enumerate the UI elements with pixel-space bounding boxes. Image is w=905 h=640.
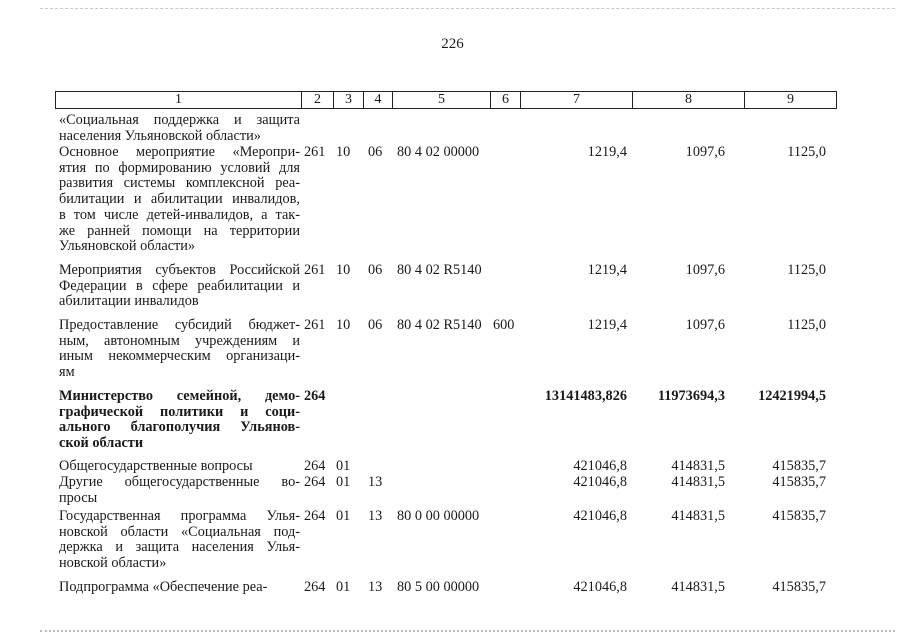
cell-col-9: 1125,0: [787, 144, 826, 160]
row-name-line: Подпрограмма «Обеспечение реа-: [59, 579, 268, 595]
row-name-cell: [59, 475, 300, 506]
row-name-line: населения Ульяновской области»: [59, 127, 261, 144]
cell-col-2: 261: [304, 144, 326, 160]
header-col-5: 5: [392, 92, 490, 108]
cell-col-3: 10: [336, 262, 351, 278]
cell-col-8: 1097,6: [685, 262, 725, 278]
row-name-line: «Социальная поддержка и защита: [59, 112, 300, 128]
cell-col-7: 421046,8: [573, 579, 627, 595]
cell-col-7: 1219,4: [587, 144, 627, 160]
row-name-line: Общегосударственные вопросы: [59, 458, 253, 474]
cell-col-7: 1219,4: [587, 317, 627, 333]
row-name-line: ской области: [59, 435, 144, 452]
cell-col-5: 80 4 02 R5140: [397, 262, 482, 278]
cell-col-3: 10: [336, 317, 351, 333]
cell-col-3: 01: [336, 458, 351, 474]
row-name-line: иным некоммерческим организаци-: [59, 348, 300, 365]
cell-col-4: 13: [368, 508, 383, 524]
cell-col-9: 1125,0: [787, 262, 826, 278]
cell-col-8: 11973694,3: [657, 388, 725, 404]
scan-edge-top: [40, 8, 895, 9]
row-name-line: Предоставление субсидий бюджет-: [59, 317, 300, 333]
cell-col-3: 01: [336, 508, 351, 524]
row-name-line: в том числе детей-инвалидов, а так-: [59, 206, 300, 223]
row-name-cell: [59, 580, 300, 596]
cell-col-3: 01: [336, 474, 351, 490]
cell-col-4: 06: [368, 144, 383, 160]
row-name-line: Другие общегосударственные во-: [59, 474, 300, 490]
cell-col-2: 261: [304, 262, 326, 278]
cell-col-5: 80 0 00 00000: [397, 508, 480, 524]
cell-col-8: 414831,5: [671, 474, 725, 490]
row-name-line: же ранней помощи на территории: [59, 222, 300, 239]
cell-col-8: 414831,5: [671, 579, 725, 595]
row-name-line: Основное мероприятие «Меропри-: [59, 144, 300, 160]
row-name-line: ального благополучия Ульянов-: [59, 419, 300, 436]
header-col-4: 4: [363, 92, 392, 108]
table-header: [55, 91, 837, 109]
cell-col-9: 415835,7: [772, 474, 826, 490]
row-name-line: новской области «Социальная под-: [59, 523, 300, 540]
row-name-cell: [59, 263, 300, 310]
header-col-9: 9: [744, 92, 836, 108]
cell-col-7: 421046,8: [573, 458, 627, 474]
cell-col-4: 06: [368, 317, 383, 333]
cell-col-9: 1125,0: [787, 317, 826, 333]
page-number: 226: [441, 36, 464, 52]
cell-col-9: 415835,7: [772, 579, 826, 595]
row-name-line: новской области»: [59, 555, 167, 572]
cell-col-7: 13141483,826: [544, 388, 627, 404]
cell-col-2: 264: [304, 458, 326, 474]
row-name-line: ным, автономным учреждениям и: [59, 332, 300, 349]
row-name-line: ятия по формированию условий для: [59, 159, 300, 176]
row-name-cell: [59, 389, 300, 452]
row-name-cell: [59, 145, 300, 255]
cell-col-2: 264: [304, 474, 326, 490]
cell-col-6: 600: [493, 317, 515, 333]
header-col-7: 7: [520, 92, 632, 108]
cell-col-2: 264: [304, 579, 326, 595]
cell-col-8: 414831,5: [671, 458, 725, 474]
row-name-line: абилитации инвалидов: [59, 293, 199, 310]
row-name-line: ям: [59, 364, 75, 381]
row-name-line: Ульяновской области»: [59, 238, 196, 255]
row-name-line: держка и защита населения Улья-: [59, 539, 300, 556]
cell-col-9: 415835,7: [772, 458, 826, 474]
cell-col-5: 80 4 02 00000: [397, 144, 480, 160]
row-name-cell: [59, 113, 300, 144]
cell-col-7: 1219,4: [587, 262, 627, 278]
cell-col-2: 261: [304, 317, 326, 333]
header-col-2: 2: [301, 92, 333, 108]
cell-col-8: 414831,5: [671, 508, 725, 524]
row-name-line: Мероприятия субъектов Российской: [59, 262, 300, 278]
header-col-1: 1: [175, 92, 182, 107]
scan-edge-bottom: [40, 630, 895, 632]
cell-col-3: 10: [336, 144, 351, 160]
header-col-3: 3: [333, 92, 363, 108]
row-name-line: графической политики и соци-: [59, 403, 300, 420]
header-col-6: 6: [490, 92, 520, 108]
cell-col-9: 12421994,5: [758, 388, 826, 404]
row-name-cell: [59, 318, 300, 381]
cell-col-7: 421046,8: [573, 474, 627, 490]
cell-col-4: 13: [368, 579, 383, 595]
row-name-line: просы: [59, 489, 98, 506]
row-name-line: Федерации в сфере реабилитации и: [59, 277, 300, 294]
cell-col-2: 264: [304, 388, 326, 404]
row-name-cell: [59, 509, 300, 572]
cell-col-8: 1097,6: [685, 144, 725, 160]
cell-col-8: 1097,6: [685, 317, 725, 333]
row-name-line: развития системы комплексной реа-: [59, 175, 300, 192]
row-name-cell: [59, 459, 300, 475]
header-col-8: 8: [632, 92, 744, 108]
row-name-line: билитации и абилитации инвалидов,: [59, 191, 300, 208]
cell-col-2: 264: [304, 508, 326, 524]
cell-col-7: 421046,8: [573, 508, 627, 524]
cell-col-4: 13: [368, 474, 383, 490]
cell-col-5: 80 4 02 R5140: [397, 317, 482, 333]
cell-col-4: 06: [368, 262, 383, 278]
row-name-line: Государственная программа Улья-: [59, 508, 300, 524]
row-name-line: Министерство семейной, демо-: [59, 388, 300, 404]
cell-col-3: 01: [336, 579, 351, 595]
cell-col-5: 80 5 00 00000: [397, 579, 480, 595]
cell-col-9: 415835,7: [772, 508, 826, 524]
